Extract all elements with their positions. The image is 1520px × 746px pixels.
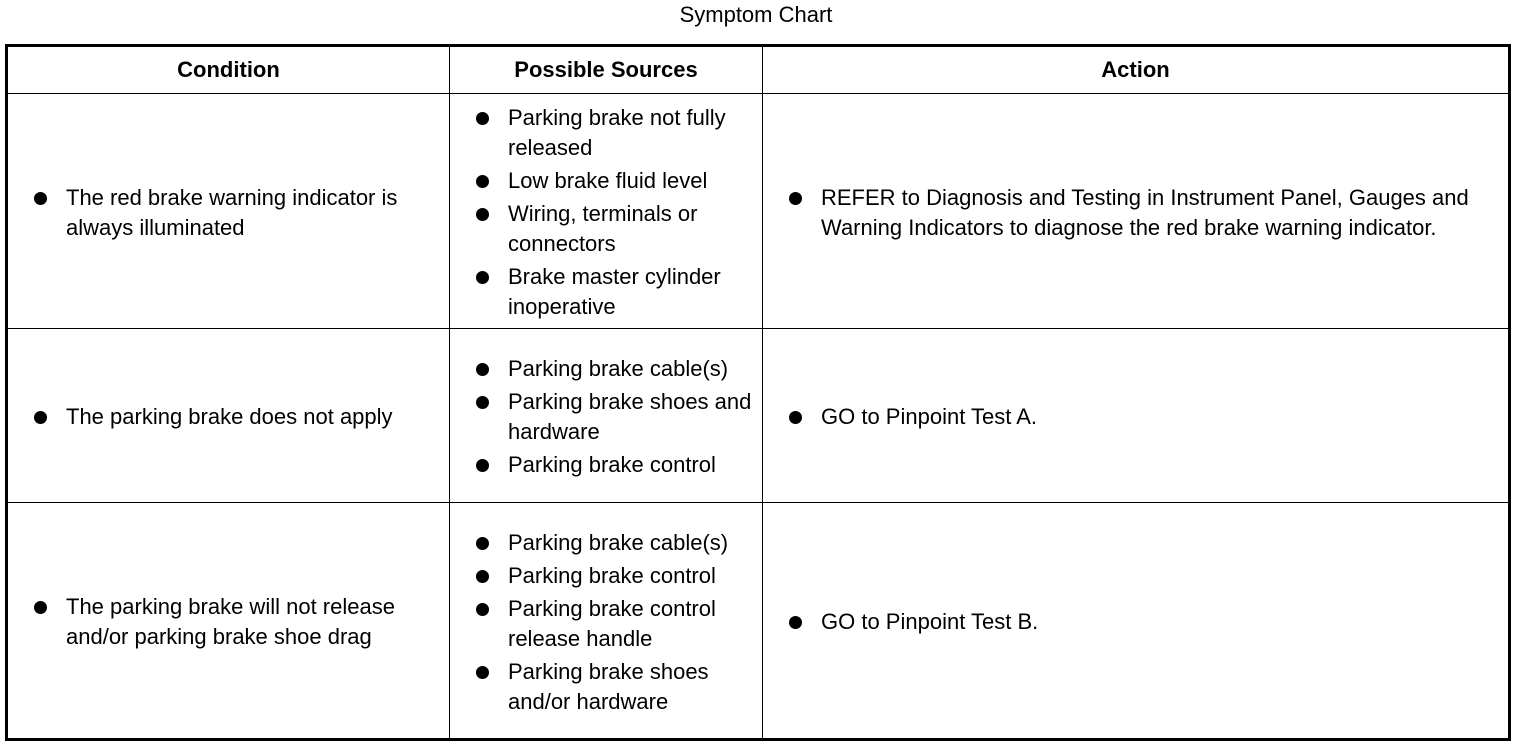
source-item: Brake master cylinder inoperative [472,262,754,322]
source-item: Parking brake cable(s) [472,528,754,558]
bullet-icon [476,175,489,188]
header-row [7,46,1510,94]
action-cell [763,503,1510,740]
table-row [7,94,1510,329]
source-item: Parking brake control [472,450,754,480]
bullet-icon [476,396,489,409]
action-item: REFER to Diagnosis and Testing in Instrument Panel, Gauges and Warning Indicators to diagnose the red brake warning indicator. [785,183,1500,243]
bullet-icon [789,616,802,629]
condition-cell [7,329,450,503]
bullet-icon [476,537,489,550]
source-item: Parking brake shoes and hardware [472,387,754,447]
chart-title: Symptom Chart [679,2,833,27]
condition-cell [7,503,450,740]
source-item: Parking brake control [472,561,754,591]
header-action: Action [763,46,1510,94]
bullet-icon [476,603,489,616]
bullet-icon [476,666,489,679]
table-row [7,503,1510,740]
bullet-icon [476,459,489,472]
action-cell [763,329,1510,503]
source-item: Parking brake shoes and/or hardware [472,657,754,717]
bullet-icon [34,601,47,614]
bullet-icon [34,192,47,205]
bullet-icon [789,192,802,205]
condition-item: The parking brake does not apply [30,402,441,432]
header-possible-sources: Possible Sources [450,46,763,94]
source-item: Parking brake not fully released [472,103,754,163]
bullet-icon [476,208,489,221]
condition-item: The parking brake will not release and/or parking brake shoe drag [30,592,441,652]
source-item: Low brake fluid level [472,166,754,196]
condition-cell [7,94,450,329]
source-item: Wiring, terminals or connectors [472,199,754,259]
bullet-icon [476,112,489,125]
bullet-icon [476,271,489,284]
sources-cell [450,329,763,503]
action-item: GO to Pinpoint Test B. [785,607,1500,637]
sources-cell [450,503,763,740]
source-item: Parking brake cable(s) [472,354,754,384]
bullet-icon [476,570,489,583]
bullet-icon [476,363,489,376]
bullet-icon [789,411,802,424]
header-condition: Condition [7,46,450,94]
source-item: Parking brake control release handle [472,594,754,654]
table-row [7,329,1510,503]
condition-item: The red brake warning indicator is always illuminated [30,183,441,243]
action-item: GO to Pinpoint Test A. [785,402,1500,432]
symptom-chart-table [5,44,1511,741]
action-cell [763,94,1510,329]
bullet-icon [34,411,47,424]
sources-cell [450,94,763,329]
